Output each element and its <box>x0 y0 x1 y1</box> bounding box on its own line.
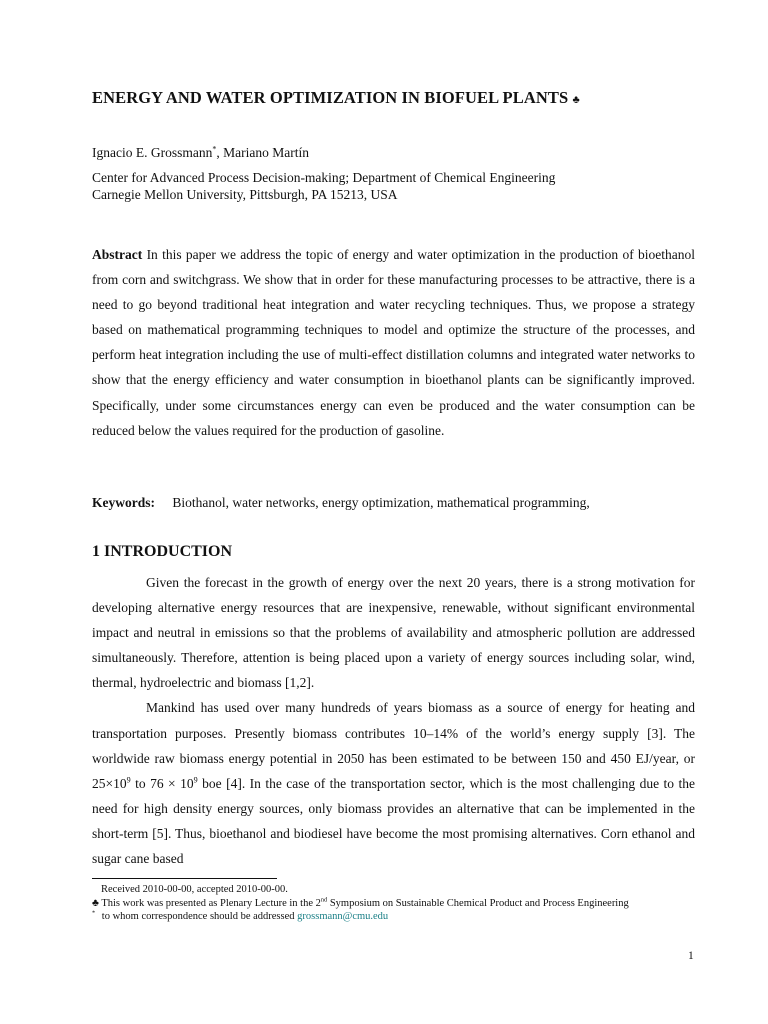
footnote-correspondence <box>92 910 695 924</box>
paper-title <box>92 88 695 108</box>
exponent-1: 9 <box>126 775 131 785</box>
abstract-text: In this paper we address the topic of energy and water optimization in the production of bioethanol from corn and switchgrass. We show that in order for these manufacturing processes to be attractive, there is a need to go beyond traditional heat integration and water recycling techniques. Thus, we propose a strategy based on mathematical programming techniques to model and optimize the structure of the processes, and perform heat integration including the use of multi-effect distillation columns and integrated water networks to show that the energy efficiency and water consumption in bioethanol plants can be significantly improved. Specifically, under some circumstances energy can even be produced and the water consumption can be reduced below the values required for the production of gasoline. <box>92 247 696 438</box>
footnote-1-text-b: Symposium on Sustainable Chemical Product and Process Engineering <box>327 897 629 909</box>
abstract <box>92 242 695 443</box>
footnotes <box>92 883 695 924</box>
author-first: Ignacio E. Grossmann <box>92 145 213 160</box>
author-line <box>92 145 695 161</box>
author-rest: , Mariano Martín <box>216 145 310 160</box>
keywords-label: Keywords: <box>92 495 155 510</box>
footnote-1-sup: nd <box>320 896 328 903</box>
keywords-text: Biothanol, water networks, energy optimization, mathematical programming, <box>172 495 590 510</box>
section-heading: 1 INTRODUCTION <box>92 543 233 560</box>
title-footnote-mark: ♣ <box>572 94 580 106</box>
paragraph-2-part-3: boe [4]. In the case of the transportation sector, which is the most challenging due to the need for high density energy sources, only biomass provides an alternative that can be implemented in the short-term [5]. Thus, bioethanol and biodiesel have become the most promising alternatives. Corn ethanol and sugar cane based <box>92 775 695 867</box>
footnote-plenary <box>92 897 695 911</box>
email-link[interactable]: grossmann@cmu.edu <box>297 911 389 922</box>
abstract-label: Abstract <box>92 247 143 262</box>
footnote-2-text: to whom correspondence should be addressed <box>101 911 298 922</box>
exponent-2: 9 <box>193 775 198 785</box>
received-text: Received 2010-00-00, accepted 2010-00-00. <box>101 884 288 895</box>
affiliation-line-2: Carnegie Mellon University, Pittsburgh, PA 15213, USA <box>92 186 398 202</box>
introduction-body <box>92 570 695 871</box>
page-number: 1 <box>688 950 694 962</box>
paragraph-2 <box>92 695 695 871</box>
footnote-received <box>92 883 695 897</box>
keywords <box>92 495 695 511</box>
footnote-rule <box>92 878 277 879</box>
affiliation-line-1: Center for Advanced Process Decision-making; Department of Chemical Engineering <box>92 170 556 185</box>
paragraph-2-part-1: Mankind has used over many hundreds of years biomass as a source of energy for heating and transportation purposes. Presently biomass contributes 10–14% of the world’s energy supply [3]. The worldwide raw biomass energy potential in 2050 has been estimated to be between 150 and 450 EJ/year, or 25×10 <box>92 700 695 791</box>
footnote-2-mark: * <box>92 909 96 917</box>
author-corresponding-mark: * <box>212 144 217 154</box>
paragraph-1: Given the forecast in the growth of energy over the next 20 years, there is a strong motivation for developing alternative energy resources that are inexpensive, renewable, without significant environmental impact and neutral in emissions so that the problems of availability and atmospheric pollution are addressed simultaneously. Therefore, attention is being placed upon a variety of energy sources including solar, wind, thermal, hydroelectric and biomass [1,2]. <box>92 575 695 691</box>
paragraph-2-part-2: to 76 × 10 <box>130 775 194 791</box>
affiliation <box>92 170 695 203</box>
footnote-1-text-a: This work was presented as Plenary Lecture in the 2 <box>98 897 321 909</box>
title-text: ENERGY AND WATER OPTIMIZATION IN BIOFUEL PLANTS <box>92 88 569 107</box>
footnote-1-mark: ♣ <box>92 897 99 909</box>
